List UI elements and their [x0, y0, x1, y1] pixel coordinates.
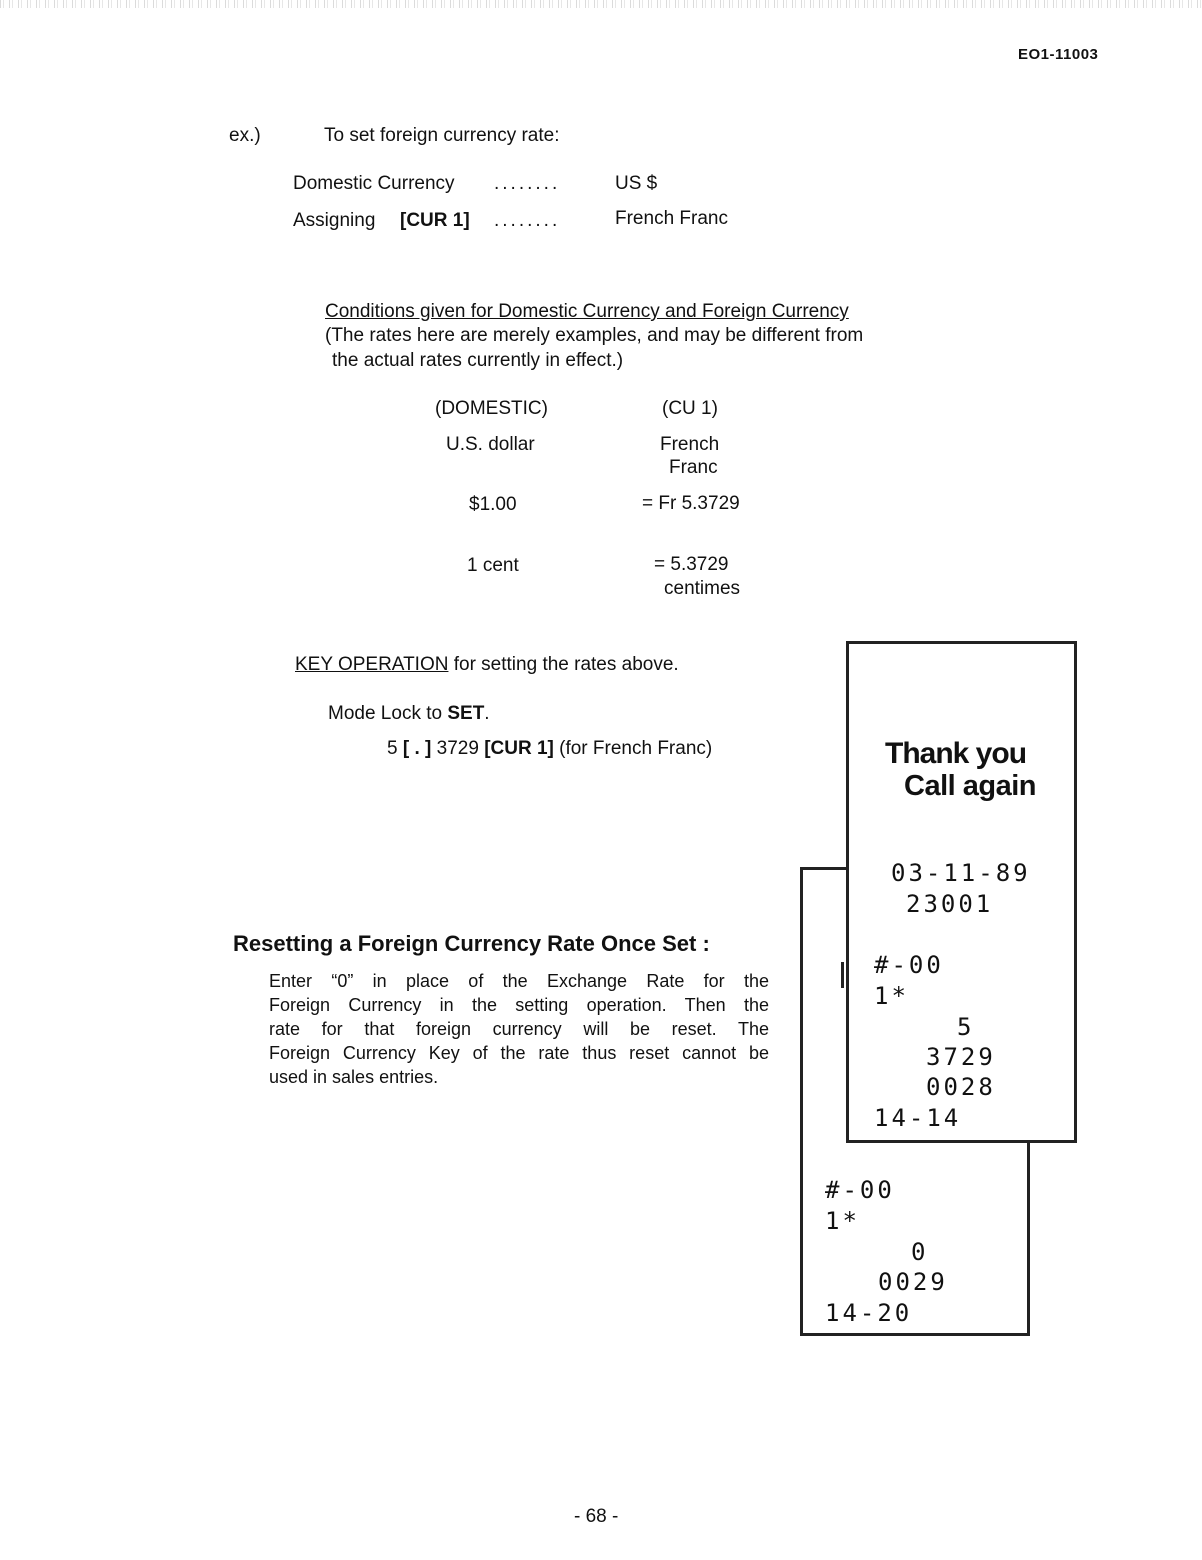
- foreign-currency-name-line1: French: [660, 434, 720, 455]
- page-number: - 68 -: [574, 1506, 619, 1527]
- assigning-value: French Franc: [615, 208, 728, 229]
- foreign-amount-centime-line2: centimes: [664, 578, 741, 599]
- receipt-thanks-line2: Call again: [904, 770, 1036, 802]
- example-label: ex.): [229, 125, 261, 146]
- foreign-amount-centime-line1: = 5.3729: [654, 554, 729, 575]
- resetting-line: Foreign Currency Key of the rate thus reset cannot be: [269, 1043, 769, 1063]
- domestic-amount-cent: 1 cent: [467, 555, 519, 576]
- cur1-key-step: [CUR 1]: [484, 738, 554, 759]
- assigning-leader: ........: [494, 210, 561, 231]
- domestic-currency-value: US $: [615, 173, 658, 194]
- key-seq-prefix: 5: [387, 738, 403, 759]
- key-operation-rest: for setting the rates above.: [448, 654, 679, 675]
- key-operation-heading: KEY OPERATION: [295, 654, 449, 675]
- receipt-reset-partial-mark: [841, 962, 844, 988]
- foreign-currency-name-line2: Franc: [669, 457, 718, 478]
- mode-lock-set: SET: [447, 703, 485, 724]
- resetting-heading: Resetting a Foreign Currency Rate Once Set :: [233, 931, 710, 956]
- resetting-line: Enter “0” in place of the Exchange Rate for the: [269, 971, 769, 991]
- key-operation-line: [295, 654, 679, 676]
- domestic-currency-label: Domestic Currency: [293, 173, 455, 194]
- domestic-currency-name: U.S. dollar: [446, 434, 535, 455]
- receipt-reset-time: 14-20: [825, 1299, 913, 1327]
- receipt-value-a: 5: [957, 1013, 975, 1041]
- mode-lock-text: Mode Lock to: [328, 703, 448, 724]
- mode-lock-end: .: [484, 703, 490, 724]
- key-sequence: [387, 738, 712, 760]
- receipt-thanks-line1: Thank you: [885, 737, 1027, 770]
- key-seq-suffix: (for French Franc): [553, 738, 713, 759]
- receipt-counter: #-00: [874, 951, 944, 979]
- receipt-reset-counter: #-00: [825, 1176, 895, 1204]
- receipt-value-c: 0028: [926, 1073, 996, 1101]
- resetting-line: used in sales entries.: [269, 1067, 439, 1087]
- domestic-amount-dollar: $1.00: [469, 494, 517, 515]
- receipt-time: 14-14: [874, 1104, 962, 1132]
- receipt-setting: [846, 641, 1077, 1143]
- assigning-label: Assigning: [293, 210, 376, 231]
- scan-noise: [0, 0, 1202, 8]
- conditions-note-line2: the actual rates currently in effect.): [332, 350, 624, 371]
- column-header-domestic: (DOMESTIC): [435, 398, 548, 419]
- conditions-note-line1: (The rates here are merely examples, and may be different from: [325, 325, 864, 346]
- receipt-store-number: 23001: [906, 890, 994, 918]
- column-header-cu1: (CU 1): [662, 398, 718, 419]
- decimal-key: [ . ]: [402, 738, 432, 759]
- receipt-reset-qty: 1*: [825, 1207, 860, 1235]
- domestic-currency-leader: ........: [494, 173, 561, 194]
- receipt-date: 03-11-89: [891, 859, 1031, 887]
- receipt-reset-value-b: 0029: [878, 1268, 948, 1296]
- resetting-paragraph: [269, 969, 769, 1089]
- receipt-value-b: 3729: [926, 1043, 996, 1071]
- receipt-reset-value-a: 0: [911, 1238, 929, 1266]
- mode-lock-instruction: [328, 703, 490, 725]
- conditions-heading: Conditions given for Domestic Currency and Foreign Currency: [325, 301, 849, 322]
- foreign-amount-franc: = Fr 5.3729: [642, 493, 740, 514]
- cur1-key: [CUR 1]: [400, 210, 470, 231]
- document-code: EO1-11003: [1018, 46, 1099, 63]
- resetting-line: Foreign Currency in the setting operation. Then the: [269, 995, 769, 1015]
- resetting-line: rate for that foreign currency will be reset. The: [269, 1019, 769, 1039]
- receipt-qty: 1*: [874, 982, 909, 1010]
- key-seq-mid: 3729: [431, 738, 485, 759]
- example-intro: To set foreign currency rate:: [324, 125, 560, 146]
